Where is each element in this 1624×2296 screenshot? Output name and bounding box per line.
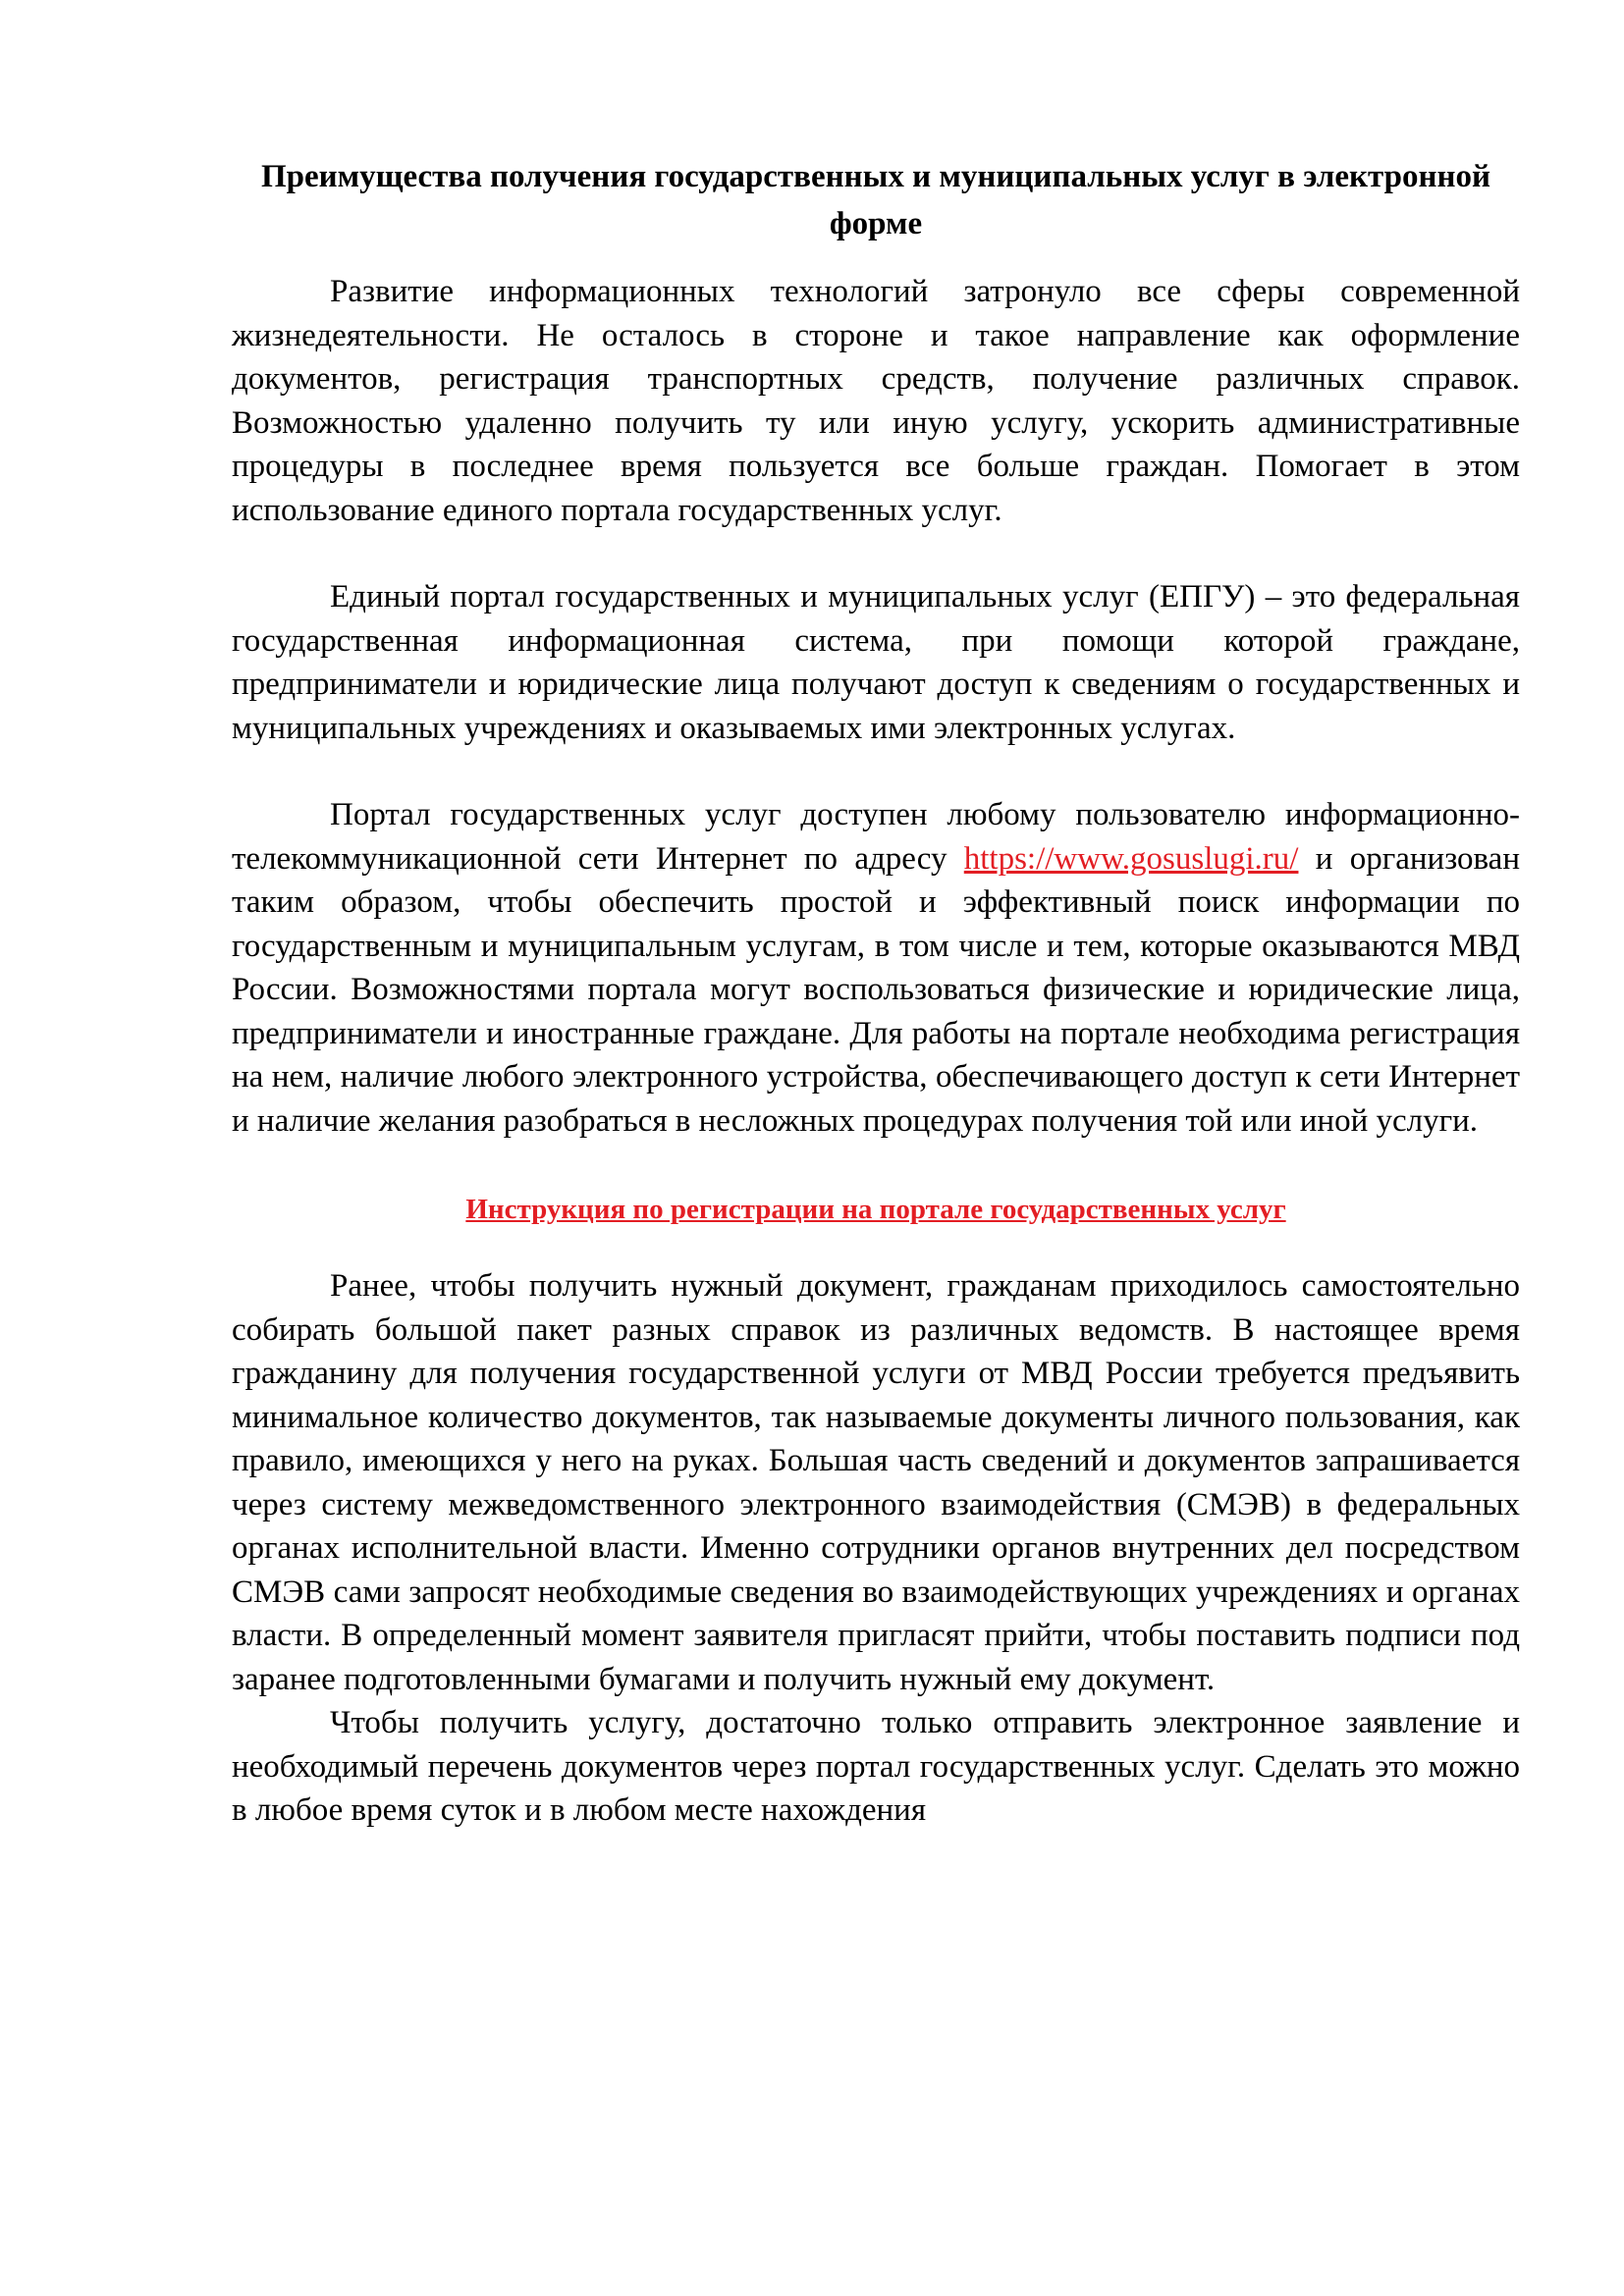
document-body xyxy=(232,153,1520,1833)
instruction-heading-link[interactable]: Инструкция по регистрации на портале государственных услуг xyxy=(465,1194,1286,1225)
paragraph-portal-access xyxy=(232,793,1520,1143)
paragraph-get-service: Чтобы получить услугу, достаточно только отправить электронное заявление и необходимый перечень документов через портал государственных услуг. Сделать это можно в любое время суток и в любом месте нахождения xyxy=(232,1705,1520,1828)
paragraph-epgu-definition: Единый портал государственных и муниципальных услуг (ЕПГУ) – это федеральная государственная информационная система, при помощи которой граждане, предприниматели и юридические лица получают доступ к сведениям о государственных и муниципальных учреждениях и оказываемых ими электронных услугах. xyxy=(232,579,1520,746)
paragraph-it-development: Развитие информационных технологий затронуло все сферы современной жизнедеятельности. Не осталось в стороне и такое направление как оформление документов, регистрация транспортных средств, получение различных справок. Возможностью удаленно получить ту или иную услугу, ускорить административные процедуры в последнее время пользуется все больше граждан. Помогает в этом использование единого портала государственных услуг. xyxy=(232,274,1520,528)
paragraph-documents-smev: Ранее, чтобы получить нужный документ, гражданам приходилось самостоятельно собирать большой пакет разных справок из различных ведомств. В настоящее время гражданину для получения государственной услуги от МВД России требуется предъявить минимальное количество документов, так называемые документы личного пользования, как правило, имеющихся у него на руках. Большая часть сведений и документов запрашивается через систему межведомственного электронного взаимодействия (СМЭВ) в федеральных органах исполнительной власти. Именно сотрудники органов внутренних дел посредством СМЭВ сами запросят необходимые сведения во взаимодействующих учреждениях и органах власти. В определенный момент заявителя пригласят прийти, чтобы поставить подписи под заранее подготовленными бумагами и получить нужный ему документ. xyxy=(232,1268,1520,1697)
document-title: Преимущества получения государственных и муниципальных услуг в электронной форме xyxy=(260,159,1491,241)
gosuslugi-link[interactable]: https://www.gosuslugi.ru/ xyxy=(963,840,1299,877)
portal-access-text-after-link: и организован таким образом, чтобы обеспечить простой и эффективный поиск информации по государственным и муниципальным услугам, в том числе и тем, которые оказываются МВД России. Возможностями портала могут воспользоваться физические и юридические лица, предприниматели и иностранные граждане. Для работы на портале необходима регистрация на нем, наличие любого электронного устройства, обеспечивающего доступ к сети Интернет и наличие желания разобраться в несложных процедурах получения той или иной услуги. xyxy=(232,840,1520,1139)
portal-access-text-before-link: Портал государственных услуг доступен любому пользователю информационно-телекоммуникационной сети Интернет по адресу xyxy=(232,797,1520,877)
